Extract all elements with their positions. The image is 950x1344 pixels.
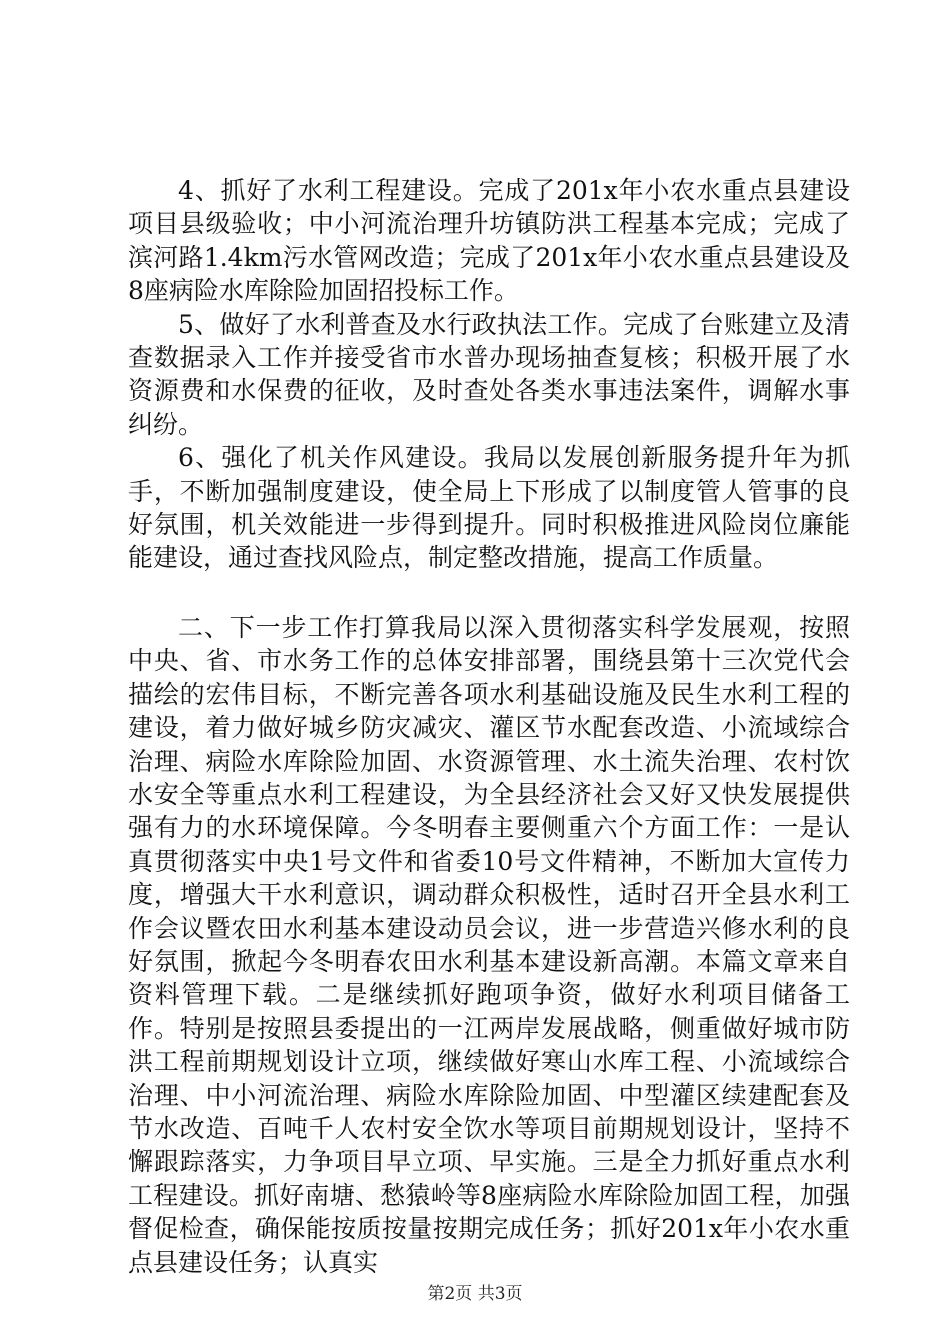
section-gap (128, 575, 850, 611)
page-footer (0, 1284, 950, 1304)
document-body (128, 174, 850, 1279)
paragraph-item-6: 6、强化了机关作风建设。我局以发展创新服务提升年为抓手，不断加强制度建设，使全局上下形成了以制度管人管事的良好氛围，机关效能进一步得到提升。同时积极推进风险岗位廉能能建设，通过查找风险点，制定整改措施，提高工作质量。 (128, 443, 850, 573)
paragraph-item-4: 4、抓好了水利工程建设。完成了201x年小农水重点县建设项目县级验收；中小河流治理升坊镇防洪工程基本完成；完成了滨河路1.4km污水管网改造；完成了201x年小农水重点县建设及8座病险水库除险加固招投标工作。 (128, 176, 850, 306)
paragraph-item-5: 5、做好了水利普查及水行政执法工作。完成了台账建立及清查数据录入工作并接受省市水普办现场抽查复核；积极开展了水资源费和水保费的征收，及时查处各类水事违法案件，调解水事纠纷。 (128, 309, 850, 439)
page-number-label: 第2页 共3页 (427, 1284, 523, 1304)
paragraph-next-steps: 二、下一步工作打算我局以深入贯彻落实科学发展观，按照中央、省、市水务工作的总体安排部署，围绕县第十三次党代会描绘的宏伟目标，不断完善各项水利基础设施及民生水利工程的建设，着力做好城乡防灾减灾、灌区节水配套改造、小流域综合治理、病险水库除险加固、水资源管理、水土流失治理、农村饮水安全等重点水利工程建设，为全县经济社会又好又快发展提供强有力的水环境保障。今冬明春主要侧重六个方面工作：一是认真贯彻落实中央1号文件和省委10号文件精神，不断加大宣传力度，增强大干水利意识，调动群众积极性，适时召开全县水利工作会议暨农田水利基本建设动员会议，进一步营造兴修水利的良好氛围，掀起今冬明春农田水利基本建设新高潮。本篇文章来自资料管理下载。二是继续抓好跑项争资，做好水利项目储备工作。特别是按照县委提出的一江两岸发展战略，侧重做好城市防洪工程前期规划设计立项，继续做好寒山水库工程、小流域综合治理、中小河流治理、病险水库除险加固、中型灌区续建配套及节水改造、百吨千人农村安全饮水等项目前期规划设计，坚持不懈跟踪落实，力争项目早立项、早实施。三是全力抓好重点水利工程建设。抓好南塘、愁猿岭等8座病险水库除险加固工程，加强督促检查，确保能按质按量按期完成任务；抓好201x年小农水重点县建设任务；认真实 (128, 612, 850, 1277)
